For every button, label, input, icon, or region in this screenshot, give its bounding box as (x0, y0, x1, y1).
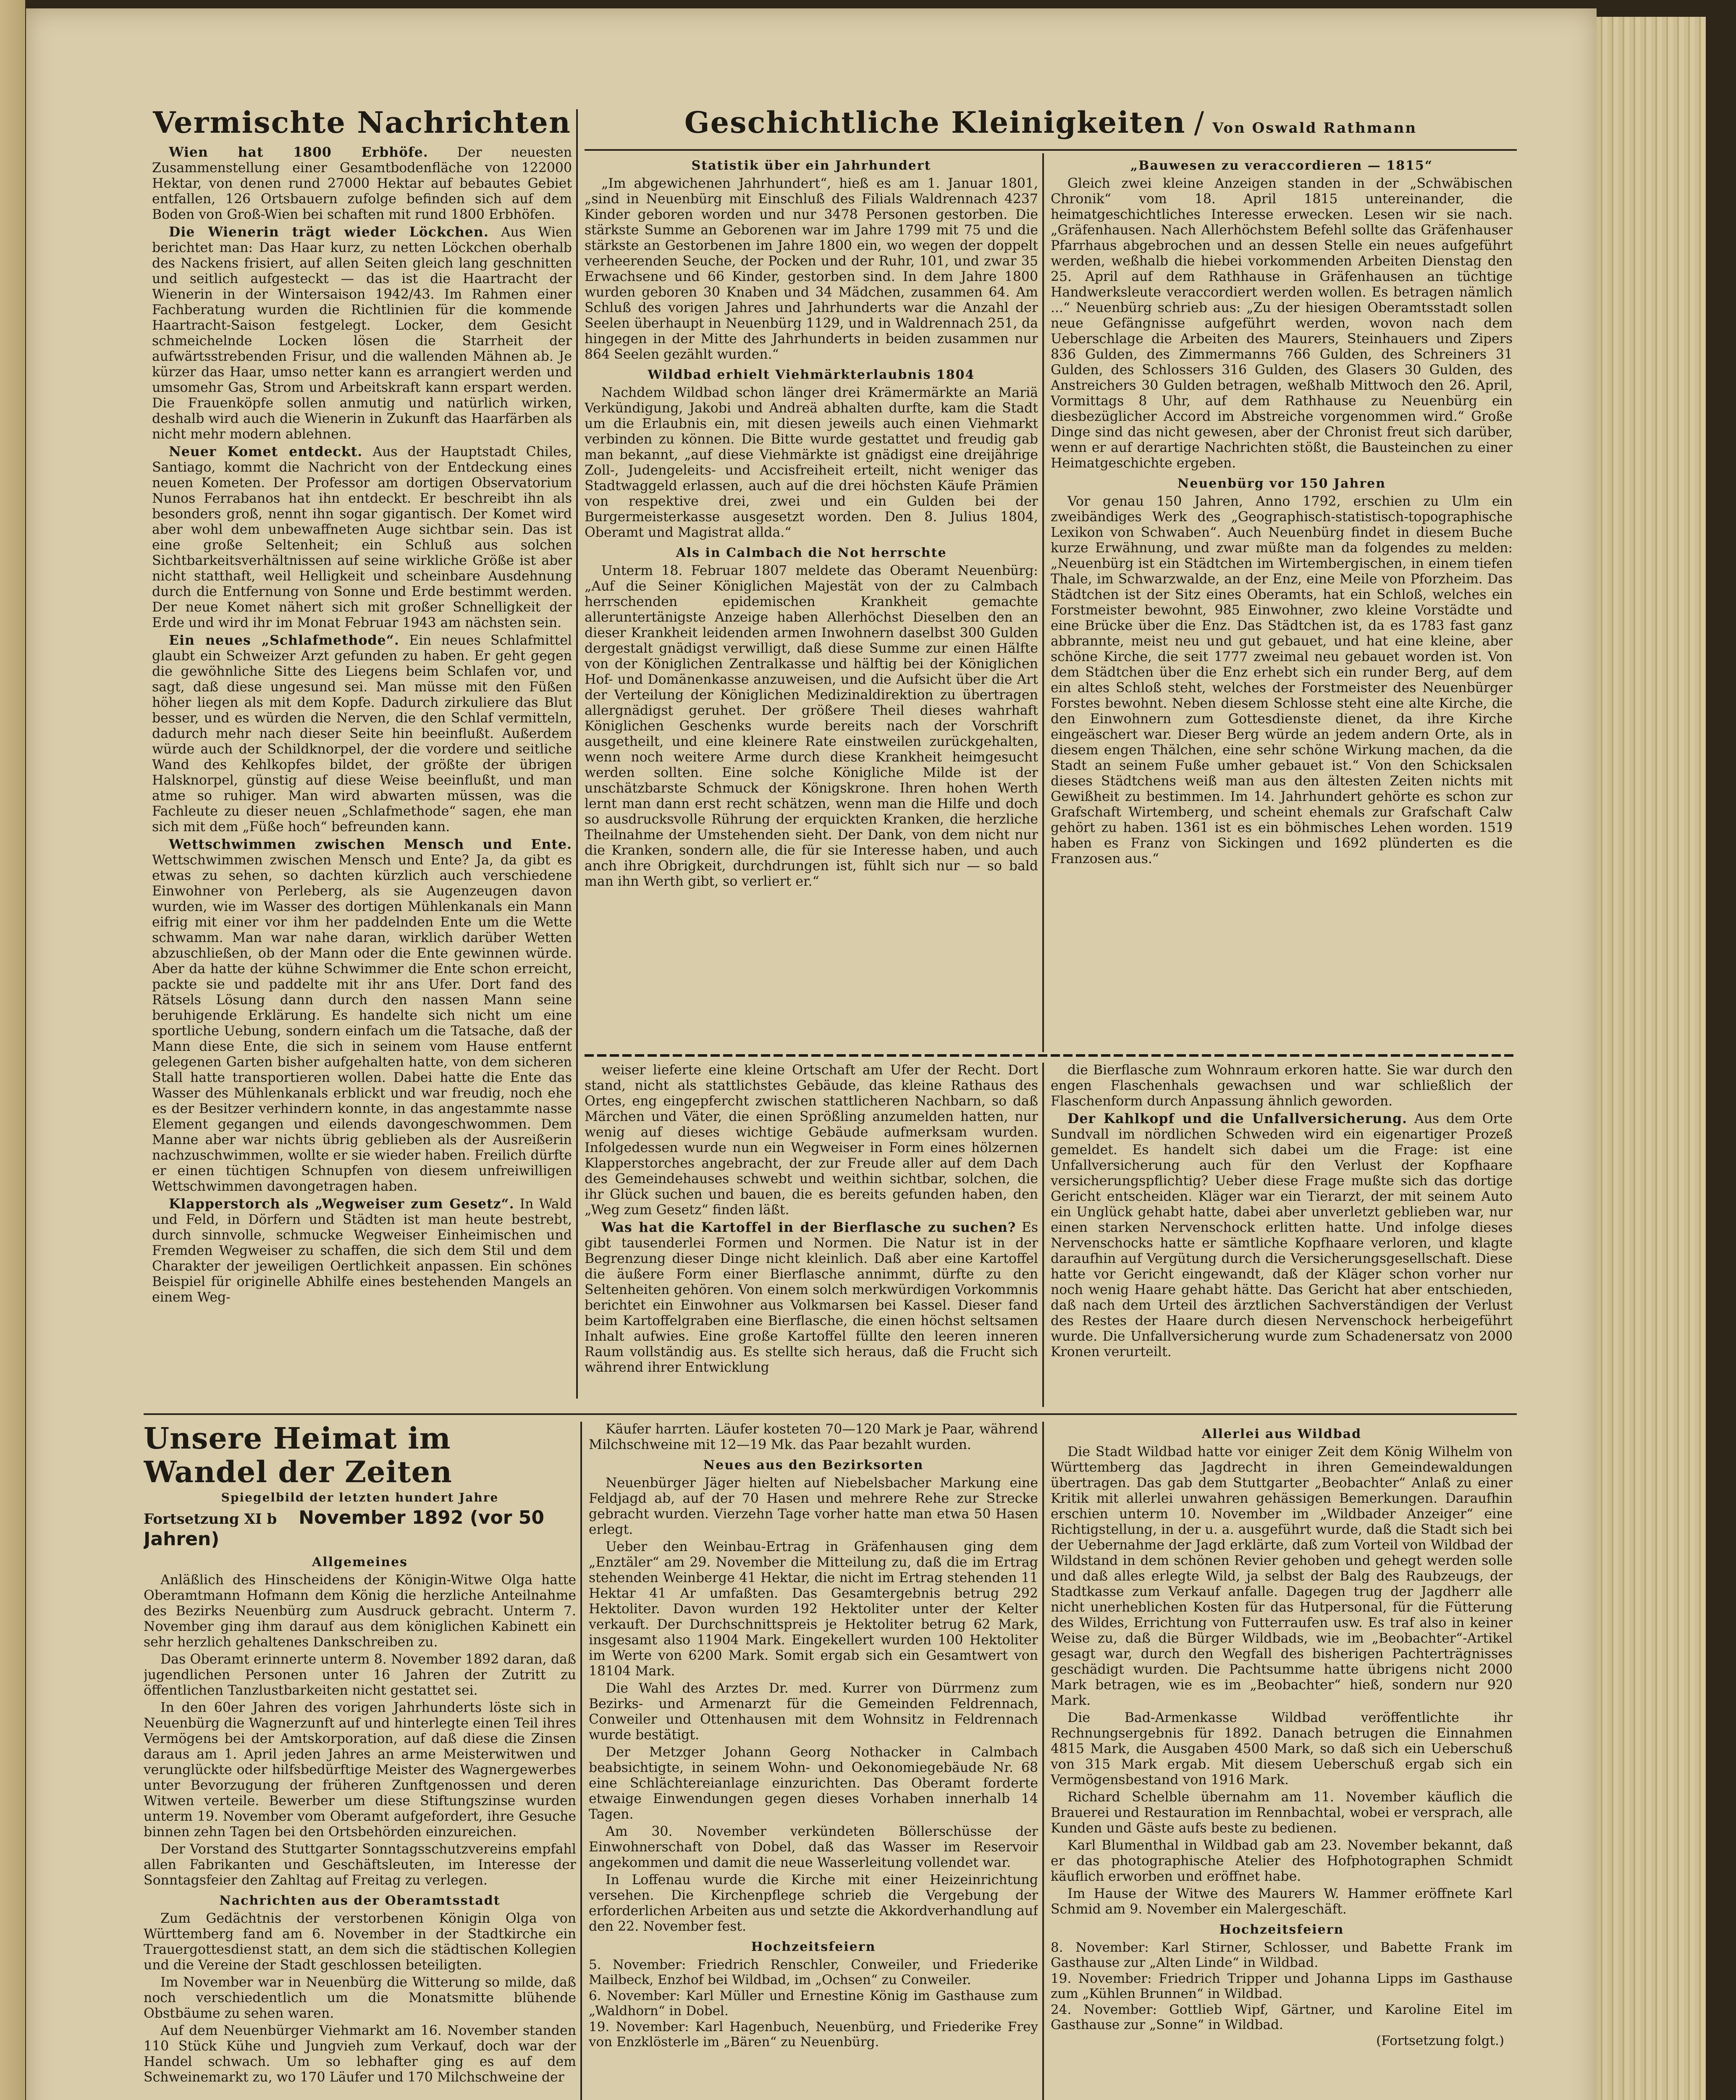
heimat-col-b (589, 1422, 1038, 2100)
article-paragraph (1051, 494, 1513, 867)
article-text: Aus dem Orte Sundvall im nördlichen Schweden wird ein eigenartiger Prozeß gemeldet. Es handelt sich dabei um die Frage: ist eine Unfallversicherung auch für den Verlust der Kopfhaare versicherungspflichtig? Ueber diese Frage mußte sich das dortige Gericht entscheiden. Kläger war ein Tierarzt, der mit seinem Auto ein Unglück gehabt hatte, dabei aber unverletzt geblieben war, nur einen starken Nervenschock erlitten hatte. Und infolge dieses Nervenschocks hatte er sämtliche Kopfhaare verloren, und klagte daraufhin auf Vergütung durch die Versicherungsgesellschaft. Diese hatte vor Gericht eingewandt, daß der Kläger schon vorher nur noch wenig Haare gehabt hätte. Das Gericht hat aber entschieden, daß nach dem Urteil des ärztlichen Sachverständigen der Verlust des Restes der Haare durch diesen Nervenschock herbeigeführt wurde. Die Unfallversicherung wurde zum Schadenersatz von 2000 Kronen verurteilt. (1051, 1111, 1513, 1360)
article-text: Das Oberamt erinnerte unterm 8. November 1892 daran, daß jugendlichen Personen unter 16 Jahren der Zutritt zu öffentlichen Tanzlustbarkeiten nicht gestattet sei. (144, 1652, 576, 1698)
article-text: Käufer harrten. Läufer kosteten 70—120 Mark je Paar, während Milchschweine mit 12—19 Mk. das Paar bezahlt wurden. (589, 1422, 1038, 1452)
heimat-kicker: Spiegelbild der letzten hundert Jahre (221, 1491, 499, 1504)
heimat-series-line (144, 1507, 576, 1550)
wedding-entry: 19. November: Karl Hagenbuch, Neuenbürg, und Friederike Frey von Enzklösterle im „Bären“ zu Neuenbürg. (589, 2019, 1038, 2050)
article-lead: Neuer Komet entdeckt. (169, 444, 363, 459)
history-headline: Geschichtliche Kleinigkeiten (684, 105, 1186, 140)
article-paragraph (589, 1422, 1038, 1453)
article-text: In den 60er Jahren des vorigen Jahrhunderts löste sich in Neuenbürg die Wagnerzunft auf und hinterlegte einen Teil ihres Vermögens bei der Amtskorporation, auf daß diese die Zinsen daraus am 1. April jeden Jahres an arme Meisterwitwen und verunglückte oder hilfsbedürftige Meister des Wagnergewerbes unter Bevorzugung der früheren Zunftgenossen und deren Witwen verteile. Bewerber um diese Stiftungszinse wurden unterm 19. November vom Oberamt aufgefordert, ihre Gesuche binnen zehn Tagen bei den Ortsbehörden einzureichen. (144, 1700, 576, 1840)
article-lead: Klapperstorch als „Wegweiser zum Gesetz“. (169, 1196, 514, 1212)
article-paragraph (144, 2023, 576, 2085)
article-paragraph (1051, 1063, 1513, 1109)
article-paragraph (1051, 1838, 1513, 1885)
wedding-entry: 5. November: Friedrich Renschler, Conweiler, und Friederike Mailbeck, Enzhof bei Wildbad, im „Ochsen“ zu Conweiler. (589, 1957, 1038, 1987)
vermischte-column (152, 105, 572, 1407)
article-paragraph (144, 1842, 576, 1888)
article-text: Zum Gedächtnis der verstorbenen Königin Olga von Württemberg fand am 6. November in der Stadtkirche ein Trauergottesdienst statt, an dem sich die städtischen Kollegien und die Vereine der Stadt geschlossen beteiligten. (144, 1911, 576, 1973)
vermischte-articles (152, 144, 572, 1305)
article-lead: Die Wienerin trägt wieder Löckchen. (169, 224, 489, 240)
article-text: Im Hause der Witwe des Maurers W. Hammer eröffnete Karl Schmid am 9. November ein Malergeschäft. (1051, 1886, 1513, 1917)
article-text: Es gibt tausenderlei Formen und Normen. Die Natur ist in der Begrenzung dieser Dinge nicht kleinlich. Daß aber eine Kartoffel die äußere Form einer Bierflasche annimmt, dürfte zu den Seltenheiten gehören. Von einem solch merkwürdigen Vorkommnis berichtet ein Einwohner aus Volkmarsen bei Kassel. Dieser fand beim Kartoffelgraben eine Bierflasche, die einen höchst seltsamen Inhalt aufwies. Eine große Kartoffel füllte den leeren inneren Raum vollständig aus. Es stellte sich heraus, daß die Frucht sich während ihrer Entwicklung (585, 1220, 1038, 1375)
continuation-col-a (585, 1063, 1038, 1407)
article-text: In Wald und Feld, in Dörfern und Städten ist man heute bestrebt, durch sinnvolle, schmucke Wegweiser Einheimischen und Fremden Wegweiser zu schaffen, die sich dem Stil und dem Charakter der jeweiligen Oertlichkeit anpassen. Ein schönes Beispiel für originelle Abhilfe eines bestehenden Mangels an einem Weg- (152, 1197, 572, 1305)
continuation-col-b (1051, 1063, 1513, 1407)
article-text: Karl Blumenthal in Wildbad gab am 23. November bekannt, daß er das photographische Atelier des Hofphotographen Schmidt käuflich erworben und eröffnet habe. (1051, 1838, 1513, 1884)
subheading: Wildbad erhielt Viehmärkterlaubnis 1804 (648, 368, 975, 382)
vermischte-headline: Vermischte Nachrichten (153, 105, 571, 140)
column-divider (580, 1422, 582, 2100)
article-text: Nachdem Wildbad schon länger drei Krämermärkte an Mariä Verkündigung, Jakobi und Andreä abhalten durfte, kam die Stadt um die Erlaubnis ein, mit diesen jeweils auch einen Viehmarkt verbinden zu können. Die Bitte wurde gestattet und freudig gab man bekannt, „auf diese Viehmärkte ist gnädigst eine dreijährige Zoll-, Judengeleits- und Accisfreiheit erteilt, nicht weniger das Stadtwaggeld erlassen, auch auf die drei höchsten Käufe Prämien von respektive drei, zwei und ein Gulden bei der Burgermeisterkasse ausgesetzt worden. Den 8. Julius 1804, Oberamt und Magistrat allda.“ (585, 385, 1038, 540)
headline-slash: / (1194, 105, 1204, 140)
wedding-entry: 24. November: Gottlieb Wipf, Gärtner, und Karoline Eitel im Gasthause zur „Sonne“ in Wildbad. (1051, 2002, 1513, 2032)
article-text: Wettschwimmen zwischen Mensch und Ente? Ja, da gibt es etwas zu sehen, so dachten kürzlich auch verschiedene Einwohner von Perleberg, als sie Augenzeugen davon wurden, wie im Wasser des dortigen Mühlenkanals ein Mann eifrig mit einer vor ihm her paddelnden Ente um die Wette schwamm. Man war nahe daran, wirklich darüber Wetten abzuschließen, ob der Mann oder die Ente gewinnen würde. Aber da hatte der kühne Schwimmer die Ente schon erreicht, packte sie und paddelte mit ihr ans Ufer. Dort fand des Rätsels Lösung dann durch den nassen Mann seine beruhigende Erklärung. Es handelte sich nicht um eine sportliche Uebung, sondern einfach um die Tatsache, daß der Mann diese Ente, die sich in seinem vom Hause entfernt gelegenen Garten bisher aufgehalten hatte, von dem sicheren Stall hatte transportieren wollen. Dabei hatte die Ente das Wasser des Mühlenkanals erblickt und war freudig, noch ehe es der Besitzer verhindern konnte, in das angestammte nasse Element gegangen und eilends davongeschwommen. Dem Manne aber war nichts übrig geblieben als der Ausreißerin nachzuschwimmen, wollte er sie wieder haben. Freilich dürfte er einen tüchtigen Schnupfen von diesem unfreiwilligen Wettschwimmen davongetragen haben. (152, 853, 572, 1194)
article-paragraph (589, 1824, 1038, 1871)
history-byline: Von Oswald Rathmann (1212, 120, 1417, 136)
article-paragraph (1051, 1111, 1513, 1360)
article-text: Anläßlich des Hinscheidens der Königin-Witwe Olga hatte Oberamtmann Hofmann dem König die herzliche Anteilnahme des Bezirks Neuenbürg zum Ausdruck gebracht. Unterm 7. November ging ihm darauf aus dem königlichen Kabinett ein sehr herzlich gehaltenes Dankschreiben zu. (144, 1572, 576, 1650)
subheading: Neues aus den Bezirksorten (703, 1458, 924, 1473)
page-stack-edge (1597, 17, 1706, 2100)
subheading: Statistik über ein Jahrhundert (691, 158, 931, 173)
article-text: Ein neues Schlafmittel glaubt ein Schweizer Arzt gefunden zu haben. Er geht gegen die gewöhnliche Sitte des Liegens beim Schlafen vor, und sagt, daß diese ungesund sei. Man müsse mit den Füßen höher liegen als mit dem Kopfe. Dadurch zirkuliere das Blut besser, und es würden die Nerven, die den Schlaf vermitteln, dadurch mehr nach dieser Seite hin beeinflußt. Außerdem würde auch der Schildknorpel, der die vordere und seitliche Wand des Kehlkopfes bildet, der größte der übrigen Halsknorpel, günstig auf diese Weise beeinflußt, und man atme so ruhiger. Man wird abwarten müssen, was die Fachleute zu dieser neuen „Schlafmethode“ sagen, ehe man sich mit dem „Füße hoch“ befreunden kann. (152, 633, 572, 835)
newspaper-page (26, 8, 1597, 2100)
column-divider (576, 109, 578, 1399)
wedding-entry: 6. November: Karl Müller und Ernestine König im Gasthause zum „Waldhorn“ in Dobel. (589, 1988, 1038, 2019)
article-text: Im November war in Neuenbürg die Witterung so milde, daß noch verschiedentlich um die Monatsmitte blühende Obstbäume zu sehen waren. (144, 1975, 576, 2021)
article-text: Richard Schelble übernahm am 11. November käuflich die Brauerei und Restauration im Rennbachtal, wobei er versprach, alle Kunden und Gäste aufs beste zu bedienen. (1051, 1790, 1513, 1836)
article-text: Der Vorstand des Stuttgarter Sonntagsschutzvereins empfahl allen Fabrikanten und Geschäftsleuten, im Interesse der Sonntagsfeier den Zahltag auf Freitag zu verlegen. (144, 1842, 576, 1888)
series-title: November 1892 (vor 50 Jahren) (144, 1507, 544, 1550)
heimat-col-a (144, 1422, 576, 2100)
article-text: Die Stadt Wildbad hatte vor einiger Zeit dem König Wilhelm von Württemberg das Jagdrecht in ihren Gemeindewaldungen übertragen. Das gab dem Stuttgarter „Beobachter“ Anlaß zu einer Kritik mit allerlei unwahren gehässigen Bemerkungen. Daraufhin erschien unterm 10. November im „Wildbader Anzeiger“ eine Richtigstellung, in der u. a. ausgeführt wurde, daß die Stadt sich bei der Uebernahme der Jagd erklärte, daß zum Vorteil von Wildbad der Wildstand in dem schönen Revier gehoben und gehegt werden solle und daß alles erlegte Wild, ja selbst der Balg des Raubzeugs, der Stadtkasse zum Verkauf anfalle. Dagegen trug der Jagdherr alle nicht unerheblichen Kosten für das Hutpersonal, für die Fütterung des Wildes, Errichtung von Futterraufen usw. Es traf also in keiner Weise zu, daß die Bürger Wildbads, wie im „Beobachter“-Artikel gesagt war, durch den Wegfall des bisherigen Pachterträgnisses geschädigt wurden. Die Pachtsumme hatte übrigens nicht 2000 Mark betragen, wie es im „Beobachter“ hieß, sondern nur 920 Mark. (1051, 1444, 1513, 1708)
subheading: „Bauwesen zu veraccordieren — 1815“ (1130, 158, 1433, 173)
article-paragraph (1051, 1790, 1513, 1836)
article-paragraph (144, 1975, 576, 2021)
article-paragraph (589, 1539, 1038, 1679)
left-page-edge (0, 0, 25, 2100)
article-paragraph (585, 385, 1038, 541)
article-text: Die Bad-Armenkasse Wildbad veröffentlichte ihr Rechnungsergebnis für 1892. Danach betrugen die Einnahmen 4815 Mark, die Ausgaben 4500 Mark, so daß sich ein Ueberschuß von 315 Mark ergab. Mit diesem Ueberschuß ergab sich ein Vermögensbestand von 1916 Mark. (1051, 1710, 1513, 1788)
article-paragraph (144, 1911, 576, 1973)
subheading: Allerlei aus Wildbad (1201, 1427, 1362, 1441)
article-paragraph (152, 633, 572, 835)
article-text: Der neuesten Zusammenstellung einer Gesamtbodenfläche von 122000 Hektar, von denen rund 27000 Hektar auf bebautes Gebiet entfallen, 126 Ortsbauern zufolge befinden sich auf dem Boden von Groß-Wien bei schaften mit rund 1800 Erbhöfen. (152, 145, 572, 222)
article-paragraph (1051, 1444, 1513, 1709)
article-text: Unterm 18. Februar 1807 meldete das Oberamt Neuenbürg: „Auf die Seiner Königlichen Majestät von der zu Calmbach herrschenden epidemischen Krankheit gemachte alleruntertänigste Anzeige haben Allerhöchst Dieselben den an dieser Krankheit leidenden armen Inwohnern daselbst 300 Gulden dergestalt gnädigst verwilligt, daß diese Summe zur einen Hälfte von der Königlichen Zentralkasse und hälftig bei der Königlichen Hof- und Domänenkasse anzuweisen, und die Aufsicht über die Art der Verteilung der Königlichen Medizinaldirektion zu übertragen allergnädigst geruhet. Der größere Theil dieses wahrhaft Königlichen Geschenks wurde bereits nach der Vorschrift ausgetheilt, und eine kleinere Rate einstweilen zurückgehalten, wenn noch weitere Arme durch diese Krankheit heimgesucht werden sollten. Eine solche Königliche Milde ist der unschätzbarste Schmuck der Königskrone. Ihren hohen Werth lernt man dann erst recht schätzen, wenn man die Hilfe und doch so ausdrucksvolle Rührung der erquickten Kranken, die herzliche Theilnahme der Umstehenden sieht. Der Dank, von dem nicht nur die Kranken, sondern alle, die für sie Interesse haben, und auch anch ihre Obrigkeit, durchdrungen ist, fühlt sich nur — so bald man ihn Werth gibt, so verliert er.“ (585, 563, 1038, 889)
history-col-a (585, 153, 1038, 1052)
article-paragraph (585, 176, 1038, 362)
article-lead: Was hat die Kartoffel in der Bierflasche zu suchen? (601, 1220, 1016, 1235)
article-paragraph (589, 1475, 1038, 1538)
wedding-entry: 19. November: Friedrich Tripper und Johanna Lipps im Gasthause zum „Kühlen Brunnen“ in Wildbad. (1051, 1971, 1513, 2001)
article-paragraph (152, 444, 572, 631)
article-paragraph (152, 224, 572, 442)
article-paragraph (152, 1196, 572, 1305)
article-text: Aus Wien berichtet man: Das Haar kurz, zu netten Löckchen oberhalb des Nackens frisiert, auf allen Seiten gleich lang geschnitten und seitlich aufgesteckt — das ist die Haartracht der Wienerin in der Wintersaison 1942/43. Im Rahmen einer Fachberatung wurden die Richtlinien für die kommende Haartracht-Saison festgelegt. Locker, dem Gesicht schmeichelnde Locken lösen die Starrheit der aufwärtsstrebenden Frisur, und die wallenden Mähnen ab. Je kürzer das Haar, umso netter kann es arrangiert werden und umsomehr Gas, Strom und Arbeitskraft kann erspart werden. Die Frauenköpfe sollen anmutig und natürlich wirken, deshalb wird auch die Wienerin in Zukunft das Haarfärben als nicht mehr modern ablehnen. (152, 225, 572, 442)
heimat-headline: Unsere Heimat im Wandel der Zeiten (144, 1422, 452, 1489)
article-text: Vor genau 150 Jahren, Anno 1792, erschien zu Ulm ein zweibändiges Werk des „Geographisch-statistisch-topographische Lexikon von Schwaben“. Auch Neuenbürg findet in diesem Buche kurze Erwähnung, und zwar müßte man da folgendes zu melden: „Neuenbürg ist ein Städtchen im Wirtembergischen, in einem tiefen Thale, im Schwarzwalde, an der Enz, eine Meile von Pforzheim. Das Städtchen ist der Sitz eines Oberamts, hat ein Schloß, welches ein Forstmeister bewohnt, 985 Einwohner, zwo kleine Vorstädte und eine Brücke über die Enz. Das Städtchen ist, da es 1783 fast ganz abbrannte, meist neu und gut gebauet, und hat eine kleine, aber schöne Kirche, die seit 1777 zweimal neu gebauet worden ist. Von dem Städtchen über die Enz erhebt sich ein runder Berg, auf dem ein altes Schloß steht, welches der Forstmeister des Neuenbürger Forstes bewohnt. Neben diesem Schlosse steht eine alte Kirche, die den Einwohnern zum Gottesdienste dienet, da ihre Kirche eingeäschert war. Dieser Berg würde an jedem andern Orte, als in diesem engen Thälchen, eine sehr schöne Wirkung machen, da die Stadt an seinem Fuße umher gebauet ist.“ Von den Schicksalen dieses Städtchens weiß man aus den ältesten Zeiten nichts mit Gewißheit zu bestimmen. Im 14. Jahrhundert gehörte es schon zur Grafschaft Wirtemberg, und scheint ehemals zur Grafschaft Calw gehört zu haben. 1361 ist es ein böhmisches Lehen worden. 1519 haben es Franz von Sickingen und 1692 plünderten es die Franzosen aus.“ (1051, 494, 1513, 866)
article-text: Ueber den Weinbau-Ertrag in Gräfenhausen ging dem „Enztäler“ am 29. November die Mitteilung zu, daß die im Ertrag stehenden Weinberge 41 Hektar, die nicht im Ertrag stehenden 11 Hektar 41 Ar umfaßten. Das Gesamtergebnis betrug 292 Hektoliter. Davon wurden 192 Hektoliter unter der Kelter verkauft. Der Durchschnittspreis je Hektoliter betrug 62 Mark, insgesamt also 11904 Mark. Eingekellert wurden 100 Hektoliter im Werte von 6200 Mark. Somit ergab sich ein Gesamtwert von 18104 Mark. (589, 1539, 1038, 1679)
article-lead: Wettschwimmen zwischen Mensch und Ente. (169, 837, 572, 852)
section-rule-lower (144, 1413, 1517, 1415)
article-text: In Loffenau wurde die Kirche mit einer Heizeinrichtung versehen. Die Kirchenpflege schrieb die Vergebung der erforderlichen Arbeiten aus und setzte die Akkordverhandlung auf den 22. November fest. (589, 1872, 1038, 1934)
article-paragraph (1051, 1710, 1513, 1788)
heimat-col-c (1051, 1422, 1513, 2100)
article-text: Neuenbürger Jäger hielten auf Niebelsbacher Markung eine Feldjagd ab, auf der 70 Hasen und mehrere Rehe zur Strecke gebracht wurden. Vierzehn Tage vorher hatte man etwa 50 Hasen erlegt. (589, 1475, 1038, 1537)
article-text: weiser lieferte eine kleine Ortschaft am Ufer der Recht. Dort stand, nicht als stattlichstes Gebäude, das kleine Rathaus des Ortes, eng eingepfercht zwischen stattlicheren Nachbarn, so daß Märchen und Väter, die einen Sprößling anzumelden hatten, nur wenig auf dieses wichtige Gebäude aufmerksam wurden. Infolgedessen wurde nun ein Wegweiser in Form eines hölzernen Klapperstorches angebracht, der zur Freude aller auf dem Dach des Gemeindehauses schwebt und weithin sichtbar, solchen, die ihr Glück suchen und bauen, die es bereits gefunden haben, den „Weg zum Gesetz“ finden läßt. (585, 1063, 1038, 1218)
article-paragraph (585, 1220, 1038, 1376)
article-text: „Im abgewichenen Jahrhundert“, hieß es am 1. Januar 1801, „sind in Neuenbürg mit Einschluß des Filials Waldrennach 4237 Kinder geboren worden und nur 3478 Personen gestorben. Die stärkste Summe an Geborenen war im Jahre 1799 mit 75 und die stärkste an Gestorbenen im Jahre 1800 ein, wo wegen der doppelt verheerenden Seuche, der Pocken und der Ruhr, 101, und zwar 35 Erwachsene und 66 Kinder, gestorben sind. In dem Jahre 1800 wurden geboren 30 Knaben und 34 Mädchen, zusammen 64. Am Schluß des vorigen Jahres und Jahrhunderts war die Anzahl der Seelen überhaupt in Neuenbürg 1129, und in Waldrennach 251, da hingegen in der Mitte des Jahrhunderts in beiden zusammen nur 864 Seelen gezählt wurden.“ (585, 176, 1038, 362)
article-paragraph (589, 1872, 1038, 1935)
article-paragraph (144, 1652, 576, 1698)
history-col-b (1051, 153, 1513, 1052)
article-lead: Der Kahlkopf und die Unfallversicherung. (1067, 1111, 1408, 1126)
wedding-subhead-b: Hochzeitsfeiern (751, 1940, 876, 1954)
wedding-subhead-c: Hochzeitsfeiern (1219, 1922, 1344, 1937)
series-prefix: Fortsetzung XI b (144, 1511, 277, 1528)
subheading: Neuenbürg vor 150 Jahren (1177, 476, 1386, 491)
article-text: Der Metzger Johann Georg Nothacker in Calmbach beabsichtigte, in seinem Wohn- und Oekonomiegebäude Nr. 68 eine Schlächtereianlage einzurichten. Das Oberamt forderte etwaige Einwendungen gegen dieses Vorhaben innerhalb 14 Tagen. (589, 1745, 1038, 1822)
article-text: Aus der Hauptstadt Chiles, Santiago, kommt die Nachricht von der Entdeckung eines neuen Kometen. Der Professor am dortigen Observatorium Nunos Ferrabanos hat ihn entdeckt. Er beschreibt ihn als besonders groß, nennt ihn sogar gigantisch. Der Komet wird aber wohl dem unbewaffneten Auge sichtbar sein. Das ist eine große Seltenheit; ein Schluß aus solchen Sichtbarkeitsverhältnissen auf seine wirkliche Größe ist aber nicht statthaft, weil Helligkeit und scheinbare Ausdehnung durch die Entfernung von Sonne und Erde bestimmt werden. Der neue Komet nähert sich mit großer Schnelligkeit der Erde und wird ihr im Monat Februar 1943 am nächsten sein. (152, 444, 572, 630)
article-paragraph (589, 1681, 1038, 1743)
history-header (585, 105, 1517, 151)
subheading: Allgemeines (312, 1555, 408, 1570)
article-text: Auf dem Neuenbürger Viehmarkt am 16. November standen 110 Stück Kühe und Jungvieh zum Verkauf, doch war der Handel schwach. Um so lebhafter ging es auf dem Schweinemarkt zu, wo 170 Läufer und 170 Milchschweine der (144, 2023, 576, 2085)
column-divider (1042, 1063, 1044, 1407)
article-paragraph (152, 837, 572, 1194)
article-text: Gleich zwei kleine Anzeigen standen in der „Schwäbischen Chronik“ vom 18. April 1815 untereinander, die heimatgeschichtliches Interesse erwecken. Lesen wir sie nach. „Gräfenhausen. Nach Allerhöchstem Befehl sollte das Gräfenhauser Pfarrhaus abgebrochen und an dessen Stelle ein neues aufgeführt werden, weßhalb die hiebei vorkommenden Arbeiten Dienstag den 25. April auf dem Rathhause in Gräfenhausen an tüchtige Handwerksleute veraccordiert werden wollen. Es betragen nämlich ...“ Neuenbürg schrieb aus: „Zu der hiesigen Oberamtsstadt sollen neue Gefängnisse aufgeführt werden, wovon nach dem Ueberschlage die Arbeiten des Maurers, Steinhauers und Zipers 836 Gulden, des Zimmermanns 766 Gulden, des Schreiners 31 Gulden, des Schlossers 316 Gulden, des Glasers 30 Gulden, des Anstreichers 30 Gulden betragen, weßhalb Mittwoch den 26. April, Vormittags 8 Uhr, auf dem Rathhause zu Neuenbürg ein diesbezüglicher Accord im Abstreiche vorgenommen wird.“ Große Dinge sind das nicht gewesen, aber der Chronist freut sich darüber, wenn er auf derartige Nachrichten stößt, die Bausteinchen zu einer Heimatgeschichte ergeben. (1051, 176, 1513, 471)
article-paragraph (1051, 1886, 1513, 1917)
article-lead: Ein neues „Schlafmethode“. (169, 633, 399, 648)
article-paragraph (585, 563, 1038, 890)
article-text: die Bierflasche zum Wohnraum erkoren hatte. Sie war durch den engen Flaschenhals gewachsen und war schließlich der Flaschenform durch Anpassung ähnlich geworden. (1051, 1063, 1513, 1109)
article-paragraph (1051, 176, 1513, 471)
article-paragraph (144, 1572, 576, 1650)
article-paragraph (589, 1745, 1038, 1822)
article-text: Die Wahl des Arztes Dr. med. Kurrer von Dürrmenz zum Bezirks- und Armenarzt für die Gemeinden Feldrennach, Conweiler und Ottenhausen mit dem Wohnsitz in Feldrennach wurde bestätigt. (589, 1681, 1038, 1743)
subheading: Nachrichten aus der Oberamtsstadt (219, 1893, 501, 1908)
section-rule (585, 1054, 1517, 1057)
continuation-note: (Fortsetzung folgt.) (1376, 2033, 1504, 2048)
article-text: Am 30. November verkündeten Böllerschüsse der Einwohnerschaft von Dobel, daß das Wasser im Reservoir angekommen und damit die neue Wasserleitung vollendet war. (589, 1824, 1038, 1870)
column-divider (1042, 153, 1044, 1052)
article-paragraph (585, 1063, 1038, 1218)
history-underline (585, 149, 1517, 151)
article-lead: Wien hat 1800 Erbhöfe. (169, 144, 428, 160)
wedding-entry: 8. November: Karl Stirner, Schlosser, und Babette Frank im Gasthause zur „Alten Linde“ in Wildbad. (1051, 1940, 1513, 1970)
column-divider (1042, 1422, 1044, 2100)
subheading: Als in Calmbach die Not herrschte (676, 546, 947, 560)
article-paragraph (152, 144, 572, 223)
article-paragraph (144, 1700, 576, 1840)
